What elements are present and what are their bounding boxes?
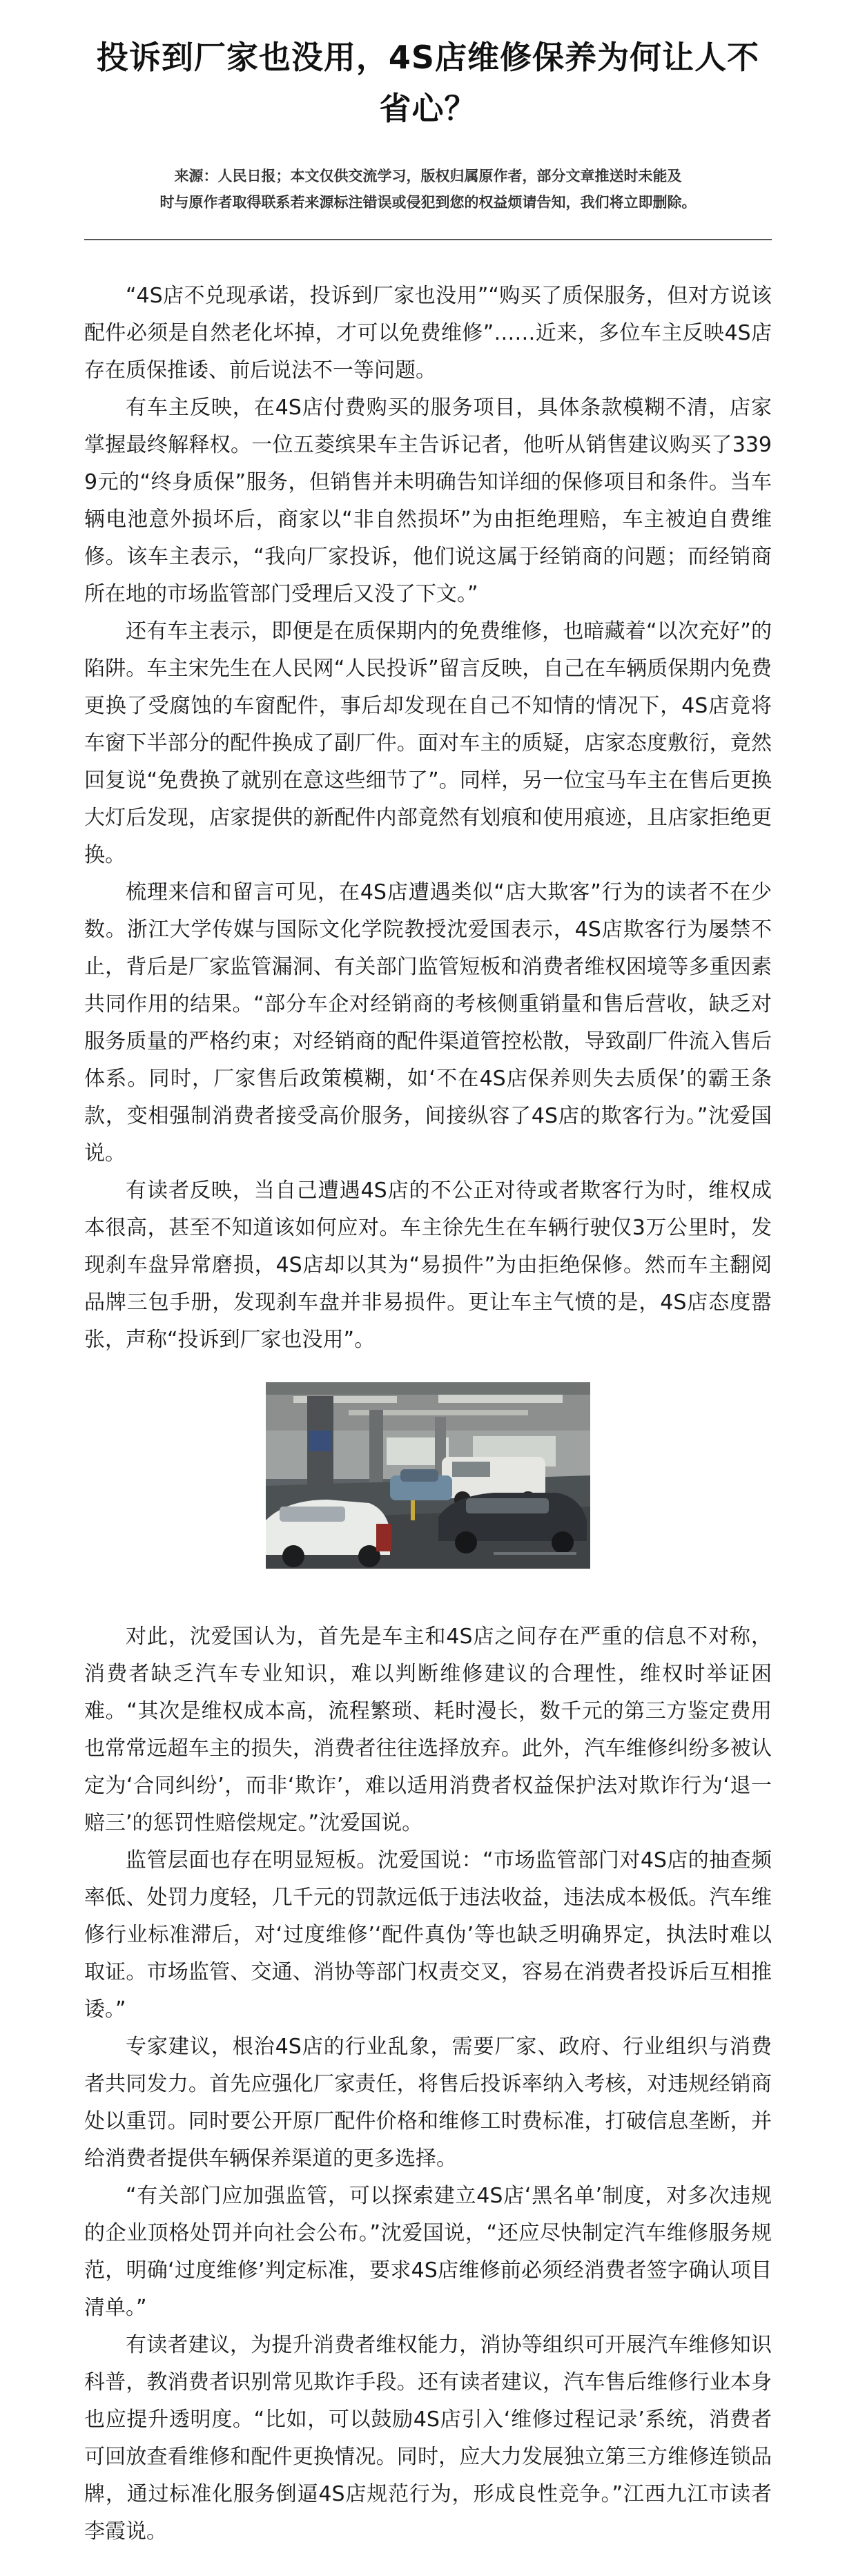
repair-shop-photo	[266, 1382, 590, 1569]
paragraph-10: 有读者建议，为提升消费者维权能力，消协等组织可开展汽车维修知识科普，教消费者识别常见欺诈手段。还有读者建议，汽车售后维修行业本身也应提升透明度。“比如，可以鼓励4S店引入‘维修过程记录’系统，消费者可回放查看维修和配件更换情况。同时，应大力发展独立第三方维修连锁品牌，通过标准化服务倒逼4S店规范行为，形成良性竞争。”江西九江市读者李霞说。	[84, 2333, 772, 2544]
repair-shop-illustration	[266, 1382, 590, 1569]
paragraph-3: 还有车主表示，即便是在质保期内的免费维修，也暗藏着“以次充好”的陷阱。车主宋先生在人民网“人民投诉”留言反映，自己在车辆质保期内免费更换了受腐蚀的车窗配件，事后却发现在自己不知情的情况下，4S店竟将车窗下半部分的配件换成了副厂件。面对车主的质疑，店家态度敷衍，竟然回复说“免费换了就别在意这些细节了”。同样，另一位宝马车主在售后更换大灯后发现，店家提供的新配件内部竟然有划痕和使用痕迹，且店家拒绝更换。	[84, 619, 772, 867]
header-divider	[84, 239, 772, 240]
article-body	[84, 278, 772, 2550]
paragraph-1: “4S店不兑现承诺，投诉到厂家也没用”“购买了质保服务，但对方说该配件必须是自然老化坏掉，才可以免费维修”……近来，多位车主反映4S店存在质保推诿、前后说法不一等问题。	[84, 284, 772, 382]
paragraph-8: 专家建议，根治4S店的行业乱象，需要厂家、政府、行业组织与消费者共同发力。首先应强化厂家责任，将售后投诉率纳入考核，对违规经销商处以重罚。同时要公开原厂配件价格和维修工时费标准，打破信息垄断，并给消费者提供车辆保养渠道的更多选择。	[84, 2035, 772, 2171]
paragraph-7: 监管层面也存在明显短板。沈爱国说：“市场监管部门对4S店的抽查频率低、处罚力度轻，几千元的罚款远低于违法收益，违法成本极低。汽车维修行业标准滞后，对‘过度维修’‘配件真伪’等也缺乏明确界定，执法时难以取证。市场监管、交通、消协等部门权责交叉，容易在消费者投诉后互相推诿。”	[84, 1848, 772, 2022]
article-title: 投诉到厂家也没用，4S店维修保养为何让人不省心？	[96, 39, 760, 127]
paragraph-6: 对此，沈爱国认为，首先是车主和4S店之间存在严重的信息不对称，消费者缺乏汽车专业知识，难以判断维修建议的合理性，维权时举证困难。“其次是维权成本高，流程繁琐、耗时漫长，数千元的第三方鉴定费用也常常远超车主的损失，消费者往往选择放弃。此外，汽车维修纠纷多被认定为‘合同纠纷’，而非‘欺诈’，难以适用消费者权益保护法对欺诈行为‘退一赔三’的惩罚性赔偿规定。”沈爱国说。	[84, 1625, 772, 1835]
source-note	[84, 163, 772, 215]
source-note-line-2: 时与原作者取得联系若来源标注错误或侵犯到您的权益烦请告知，我们将立即删除。	[159, 194, 697, 211]
paragraph-9: “有关部门应加强监管，可以探索建立4S店‘黑名单’制度，对多次违规的企业顶格处罚并向社会公布。”沈爱国说，“还应尽快制定汽车维修服务规范，明确‘过度维修’判定标准，要求4S店维修前必须经消费者签字确认项目清单。”	[84, 2184, 772, 2320]
paragraph-5: 有读者反映，当自己遭遇4S店的不公正对待或者欺客行为时，维权成本很高，甚至不知道该如何应对。车主徐先生在车辆行驶仅3万公里时，发现刹车盘异常磨损，4S店却以其为“易损件”为由拒绝保修。然而车主翻阅品牌三包手册，发现刹车盘并非易损件。更让车主气愤的是，4S店态度嚣张，声称“投诉到厂家也没用”。	[84, 1179, 772, 1352]
source-note-line-1: 来源：人民日报；本文仅供交流学习，版权归属原作者，部分文章推送时未能及	[174, 168, 682, 184]
paragraph-4: 梳理来信和留言可见，在4S店遭遇类似“店大欺客”行为的读者不在少数。浙江大学传媒与国际文化学院教授沈爱国表示，4S店欺客行为屡禁不止，背后是厂家监管漏洞、有关部门监管短板和消费者维权困境等多重因素共同作用的结果。“部分车企对经销商的考核侧重销量和售后营收，缺乏对服务质量的严格约束；对经销商的配件渠道管控松散，导致副厂件流入售后体系。同时，厂家售后政策模糊，如‘不在4S店保养则失去质保’的霸王条款，变相强制消费者接受高价服务，间接纵容了4S店的欺客行为。”沈爱国说。	[84, 880, 772, 1165]
paragraph-2: 有车主反映，在4S店付费购买的服务项目，具体条款模糊不清，店家掌握最终解释权。一位五菱缤果车主告诉记者，他听从销售建议购买了3399元的“终身质保”服务，但销售并未明确告知详细的保修项目和条件。当车辆电池意外损坏后，商家以“非自然损坏”为由拒绝理赔，车主被迫自费维修。该车主表示，“我向厂家投诉，他们说这属于经销商的问题；而经销商所在地的市场监管部门受理后又没了下文。”	[84, 396, 772, 606]
